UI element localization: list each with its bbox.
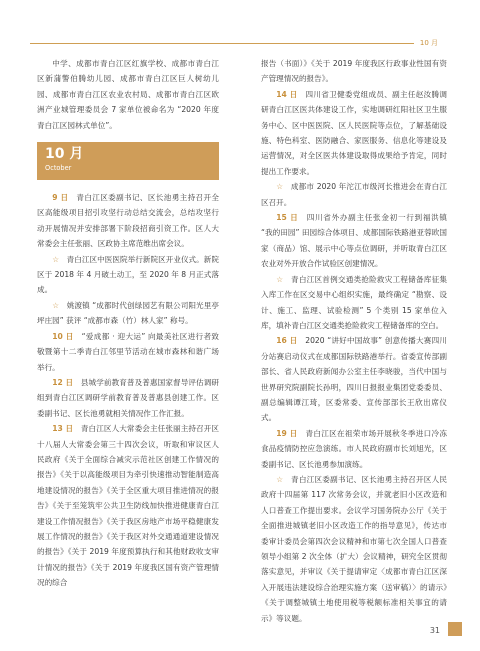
corner-decoration (448, 622, 462, 636)
entry (261, 472, 447, 626)
paragraph-text: 报告（书面）》《关于 2019 年度我区行政事业性国有资产管理情况的报告》。 (261, 59, 447, 84)
entry (261, 426, 447, 472)
entry-date: 15 日 (276, 213, 299, 223)
star-icon: ☆ (52, 300, 60, 310)
entry-date: 16 日 (276, 336, 298, 346)
entry (261, 210, 447, 272)
entry-text: 2020 “讲好中国故事” 创意传播大赛四川分站赛启动仪式在成都国际铁路港举行。省委宣传部副部长、省人民政府新闻办公室主任李晓骏，当代中国与世界研究院副院长孙明，四川日报报业集团党委委员、副总编辑谭江琦，区委常委、宣传部部长王欣出席仪式。 (261, 336, 447, 423)
header-rule (30, 43, 444, 44)
entry-text: 青白江区人大常委会主任张丽主持召开区十八届人大常委会第三十四次会议，听取和审议区人民政府《关于全面综合减灾示范社区创建工作情况的报告》《关于以高能级项目为牵引快速推动智能制造高地建设情况的报告》《关于全区重大项目推进情况的报告》《关于至笼筑牢公共卫生防线加快推进健康青白江建设工作情况报告》《关于我区房地产市场平稳健康发展工作情况的报告》《关于我区对外交通通道建设情况的报告》《关于 2019 年度预算执行和其他财政收支审计情况的报告》《关于 2019 年度我区国有资产管理情况的综合 (37, 424, 220, 588)
page-header (0, 0, 480, 47)
entry-text: 青白江区委副书记、区长池勇主持召开全区高能级项目招引攻坚行动总结交流会，总结攻坚行动开展情况并安排部署下阶段招商引资工作。区人大常委会主任张丽、区政协主席范维出席会议。 (37, 193, 220, 249)
entry-text: 县城学前教育普及普惠国家督导评估调研组到青白江区调研学前教育普及普惠县创建工作。区委副书记、区长池勇就相关情况作工作汇报。 (37, 377, 220, 418)
right-paragraph-continued (261, 56, 447, 87)
entry-date: 10 日 (52, 331, 74, 341)
month-tab: 10 月 (414, 36, 444, 50)
entry-date: 14 日 (276, 89, 298, 99)
entry-date: 13 日 (52, 424, 74, 434)
entry (37, 421, 219, 590)
star-icon: ☆ (52, 254, 60, 264)
entry-text: 青白江区首例交通类抢险救灾工程储备库征集入库工作在区交易中心组织实施，最终确定 “勘察、设计、施工、监理、试验检测” 5 个类别 15 家单位入库，填补青白江区交通类抢险救灾工程储备库的空白。 (261, 274, 448, 330)
entry-text: 青白江区委副书记、区长池勇主持召开区人民政府十四届第 117 次常务会议，并就老旧小区改造和人口普查工作提出要求。会议学习国务院办公厅《关于全面推进城镇老旧小区改造工作的指导意见》，传达市委审计委员会第四次会议精神和市第七次全国人口普查领导小组第 2 次全体（扩大）会议精神，研究全区贯彻落实意见，并审议《关于提请审定〈成都市青白江区深入开展违法建设综合治理实施方案（送审稿）〉的请示》《关于调整城镇土地使用税等税额标准相关事宜的请示》等议题。 (261, 474, 448, 623)
entry (261, 333, 447, 425)
entry (261, 87, 447, 179)
banner-subtitle: October (45, 164, 72, 173)
entry (37, 329, 219, 375)
right-column (261, 56, 447, 626)
left-paragraph-continued (37, 56, 219, 133)
star-icon: ☆ (276, 274, 284, 284)
left-column (37, 56, 219, 591)
star-icon: ☆ (276, 474, 284, 484)
entry-date: 19 日 (276, 428, 298, 438)
entry (37, 375, 219, 421)
entry-date: 12 日 (52, 377, 74, 387)
entry-text: 青白江区在祖荣市场开展秋冬季进口冷冻食品疫情防控应急演练。市人民政府副市长刘旭光，区委副书记、区长池勇参加演练。 (261, 428, 448, 469)
entry (37, 298, 219, 329)
entry-text: 四川省卫健委党组成员、副主任赵汝腾调研青白江区医共体建设工作，实地调研红阳社区卫生服务中心、区中医医院、区人民医院等点位，了解基础设施、特色科室、医防融合、家医服务、信息化等建设及运营情况，对全区医共体建设取得成果给予肯定，同时提出工作要求。 (261, 89, 448, 176)
banner-title: 10 月 (45, 146, 84, 163)
entry-text: 青白江区中医医院举行新院区开业仪式。新院区于 2018 年 4 月破土动工，至 2020 年 8 月正式落成。 (37, 254, 220, 295)
month-banner (37, 142, 219, 180)
entry-text: 四川省外办副主任张金初一行到福洪镇 “我的田园” 田园综合体项目、成都国际铁路港亚蓉欧国家（商品）馆、展示中心等点位调研，并听取青白江区农业对外开放合作试验区创建情况。 (261, 213, 448, 269)
page-number: 31 (429, 626, 440, 635)
star-icon: ☆ (276, 182, 284, 192)
paragraph-text: 中学、成都市青白江区红旗学校、成都市青白江区新蒲警伯腾幼儿园、成都市青白江区巨人树幼儿园、成都市青白江区农业农村局、成都市青白江区欧洲产业城管理委员会 7 家单位被命名为 “2020 年度青白江区园林式单位”。 (37, 59, 219, 130)
entry-text: “爱成都 · 迎大运” 向最美社区进行者致敬暨第十二季青白江邻里节活动在城市森林和谐广场举行。 (37, 331, 219, 372)
entry (261, 179, 447, 210)
entry (37, 252, 219, 298)
entry-text: 成都市 2020 年沱江市级河长推进会在青白江区召开。 (261, 182, 448, 207)
entry-text: 姚渡镇 “成都时代创绿园艺有限公司阳光里亭坪庄园” 获评 “成都市森（竹）林人家” 称号。 (37, 300, 219, 326)
entry (261, 272, 447, 334)
entry-date: 9 日 (52, 193, 69, 203)
entry (37, 190, 219, 252)
